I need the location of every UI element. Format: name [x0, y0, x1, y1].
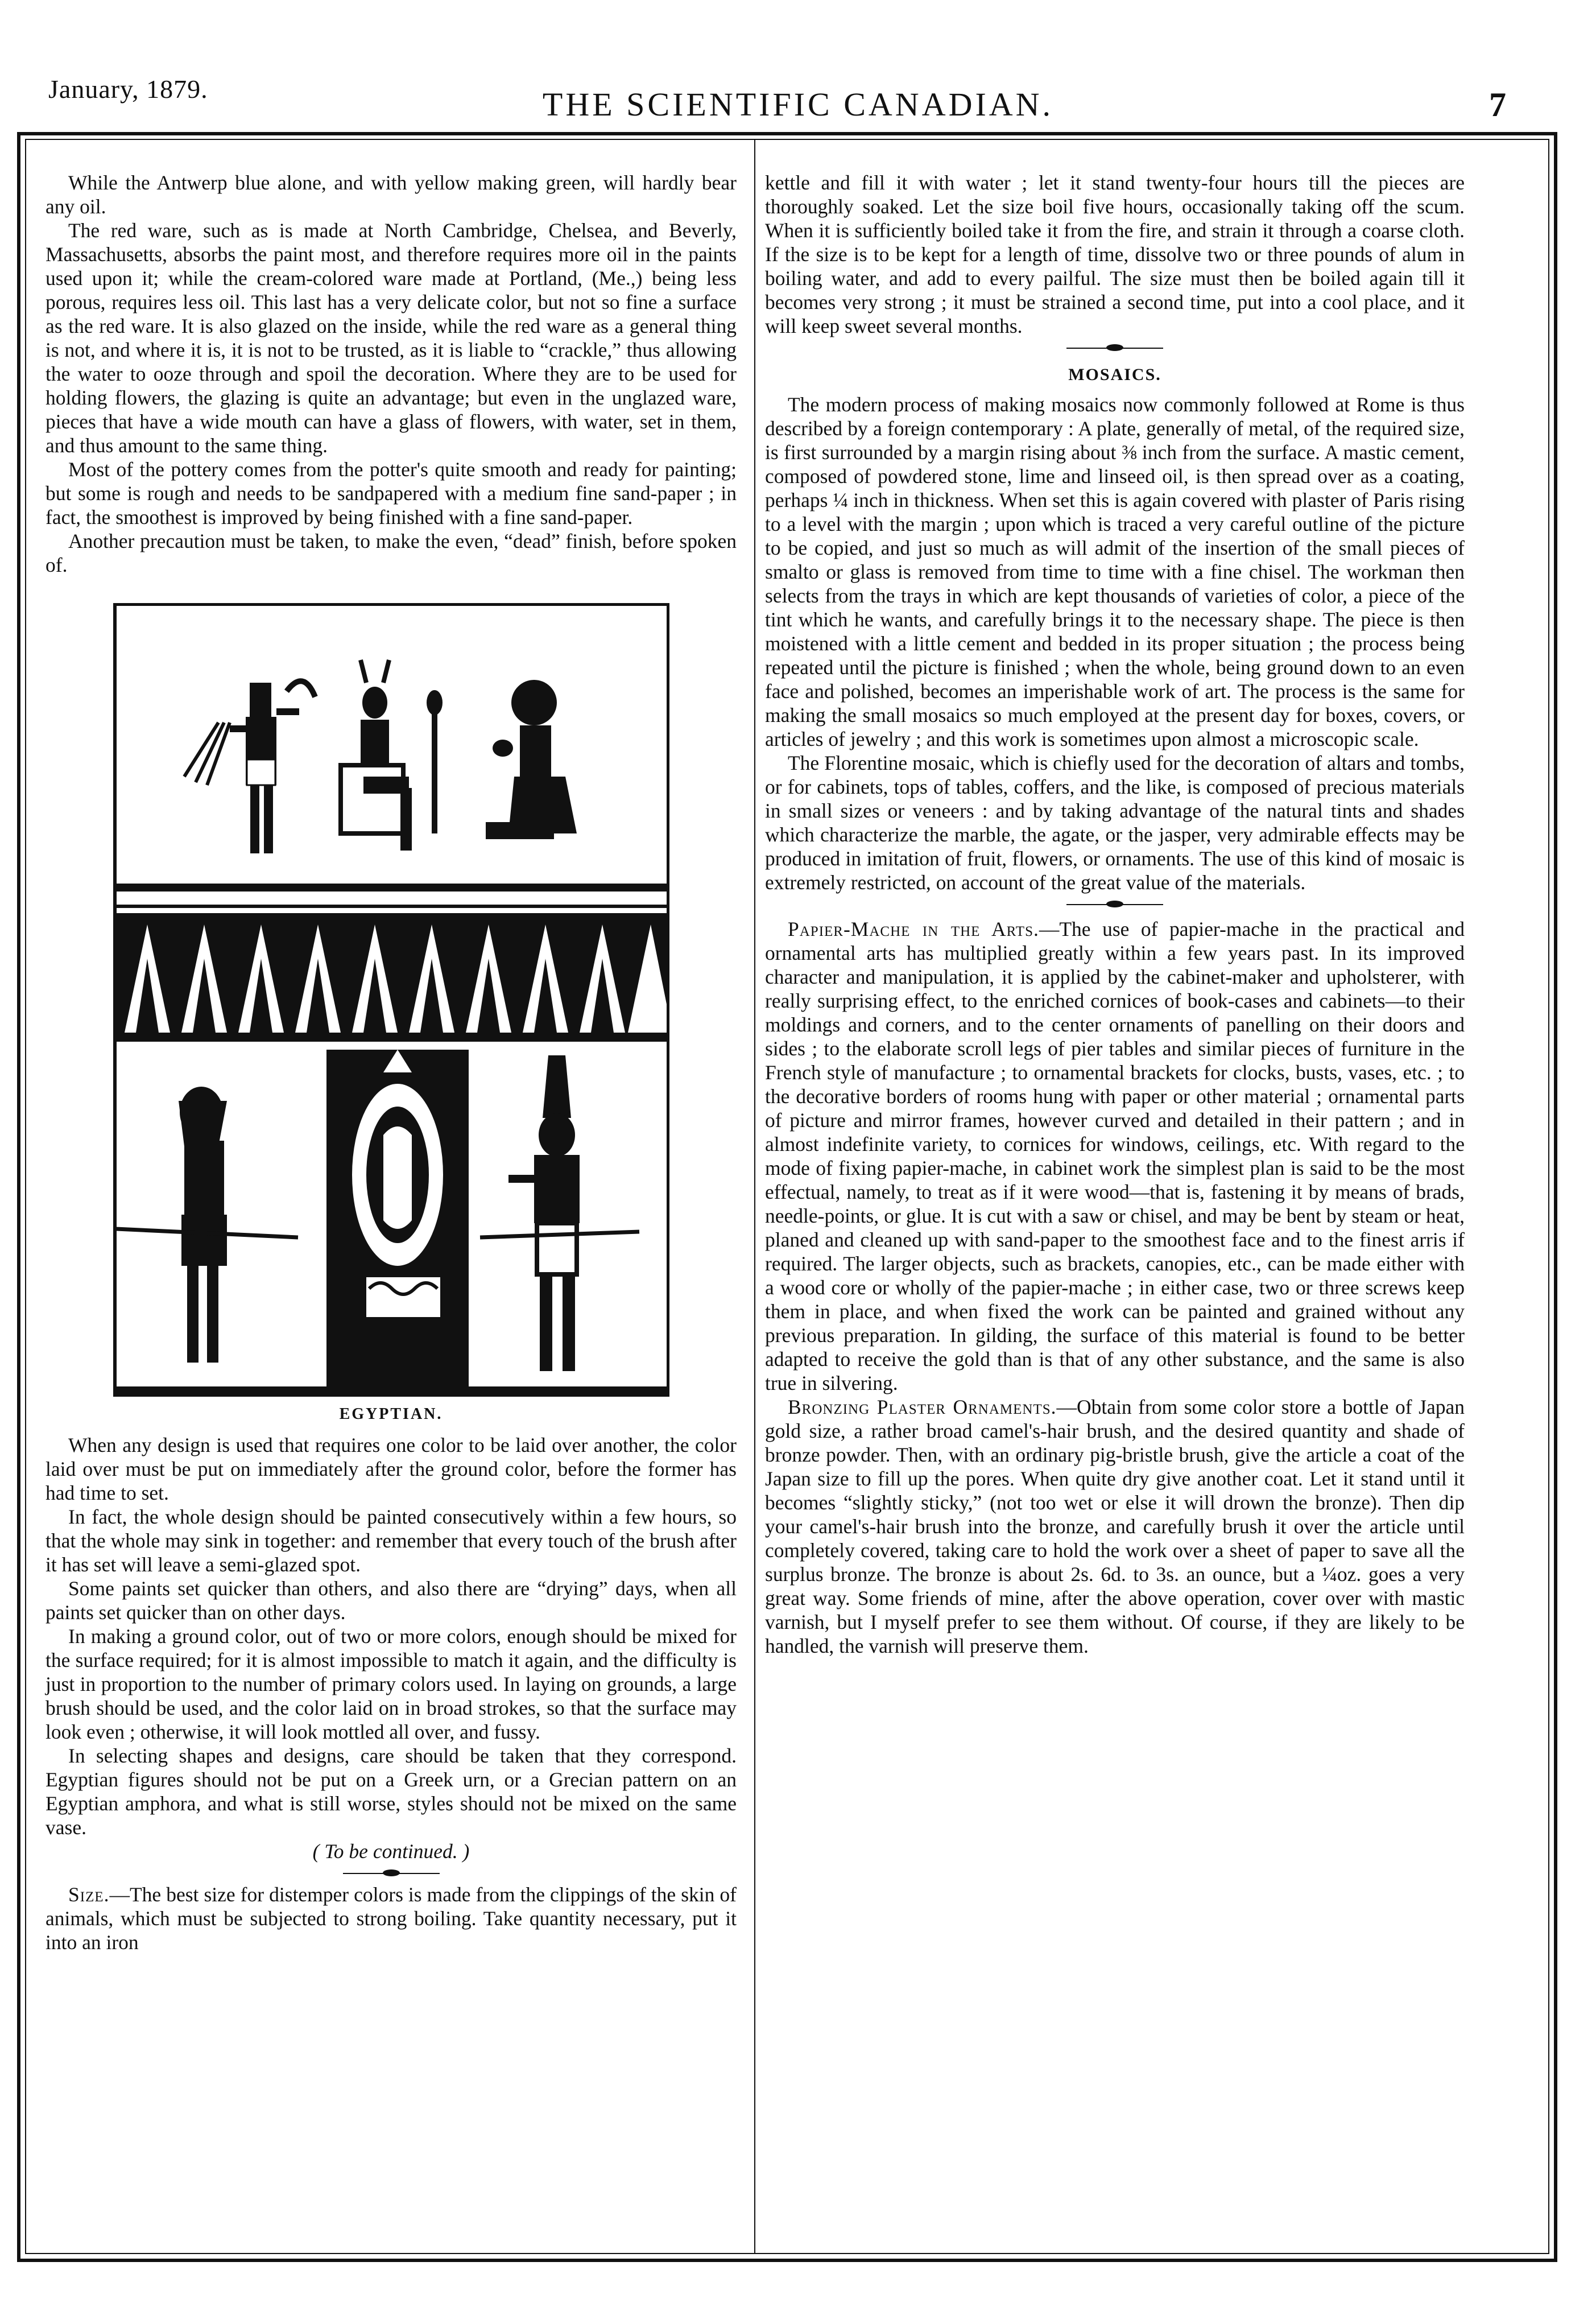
page-number: 7 [1489, 86, 1506, 123]
paragraph: In selecting shapes and designs, care should be taken that they correspond. Egyptian figures should not be put on a Greek urn, or a Grecian pattern on an Egyptian amphora, and what is still worse, styles should not be mixed on the same vase. [46, 1744, 737, 1839]
bronzing-paragraph [765, 1395, 1465, 1658]
paragraph: When any design is used that requires one color to be laid over another, the color laid over must be put on immediately after the ground color, before the former has had time to set. [46, 1434, 737, 1504]
paragraph: In fact, the whole design should be painted consecutively within a few hours, so that the whole may sink in together: and remember that every touch of the brush after it has set will leave a semi-glazed spot. [46, 1505, 737, 1576]
section-separator [343, 1872, 440, 1875]
size-lead: Size. [68, 1883, 110, 1906]
size-paragraph [46, 1883, 737, 1954]
page-header [0, 0, 1596, 131]
paragraph: The red ware, such as is made at North Cambridge, Chelsea, and Beverly, Massachusetts, absorbs the paint most, and therefore requires more oil in the paints used upon it; while the cream-colored ware made at Portland, (Me.,) being less porous, requires less oil. This last has a very delicate color, but not so fine a surface as the red ware. It is also glazed on the inside, while the red ware as a general thing is not, and where it is, it is not to be trusted, as it is liable to “crackle,” thus allowing the water to ooze through and spoil the decoration. Where they are to be used for holding flowers, the glazing is quite an advantage; but even in the unglazed ware, pieces that have a wide mouth can have a glass of flowers, with water, set in them, and thus amount to the same thing. [46, 219, 737, 457]
size-continued-paragraph: kettle and fill it with water ; let it stand twenty-four hours till the pieces are thoroughly soaked. Let the size boil five hours, occasionally taking off the scum. When it is sufficiently boiled take it from the fire, and strain it through a coarse cloth. If the size is to be kept for a length of time, dissolve two or three pounds of alum in boiling water, and add to every pailful. The size must then be boiled again till it becomes very strong ; it must be strained a second time, put into a cool place, and it will keep sweet several months. [765, 171, 1465, 337]
paragraph: Some paints set quicker than others, and also there are “drying” days, when all paints set quicker than on other days. [46, 1577, 737, 1624]
left-column [46, 171, 737, 1954]
paragraph: Another precaution must be taken, to make the even, “dead” finish, before spoken of. [46, 530, 737, 576]
right-column [765, 171, 1465, 1658]
column-divider [754, 140, 755, 2253]
papier-mache-lead: Papier-Mache in the Arts. [788, 918, 1039, 940]
paragraph: Most of the pottery comes from the potter's quite smooth and ready for painting; but some is rough and needs to be sandpapered with a medium fine sand-paper ; in fact, the smoothest is improved by being finished with a fine sand-paper. [46, 458, 737, 529]
papier-mache-text: —The use of papier-mache in the practical and ornamental arts has multiplied greatly within a few years past. In its improved character and manipulation, it is applied by the cabinet-maker and upholsterer, with really surprising effect, to the enriched cornices of book-cases and cabinets—to their moldings and corners, and to the center ornaments of panelling on their doors and sides ; to the elaborate scroll legs of pier tables and similar pieces of furniture in the French style of manufacture ; to ornamental brackets for clocks, busts, vases, etc. ; to the decorative borders of rooms hung with paper or other material ; ornamental parts of picture and mirror frames, however curved and detailed in their pattern ; and in almost indefinite variety, to cornices for windows, ceilings, etc. With regard to the mode of fixing papier-mache, in cabinet work the simplest plan is said to be the most effectual, namely, to treat as if it were wood—that is, fastening it by means of brads, needle-points, or glue. It is cut with a saw or chisel, and may be bent by steam or heat, planed and cleaned up with sand-paper to the smoothest face and to the finest arris if required. The larger objects, such as brackets, canopies, etc., can be made either with a wood core or wholly of the papier-mache ; in either case, two or three screws keep them in place, and when fixed the work can be painted and grained without any previous preparation. In gilding, the surface of this material is found to be better adapted to receive the gold than is that of any other substance, and the same is also true in silvering. [765, 918, 1465, 1394]
paragraph: The Florentine mosaic, which is chiefly used for the decoration of altars and tombs, or for cabinets, tops of tables, coffers, and the like, is composed of precious materials in small sizes or veneers : and by taking advantage of the natural tints and shades which characterize the marble, the agate, or the jasper, very admirable effects may be produced in imitation of fruit, flowers, or ornaments. The use of this kind of mosaic is extremely restricted, on account of the great value of the materials. [765, 752, 1465, 894]
figure-caption: EGYPTIAN. [339, 1405, 443, 1423]
to-be-continued: ( To be continued. ) [312, 1840, 470, 1863]
section-separator [1066, 347, 1163, 349]
issue-date: January, 1879. [48, 75, 208, 104]
journal-title: THE SCIENTIFIC CANADIAN. [542, 86, 1054, 123]
bronzing-text: —Obtain from some color store a bottle of Japan gold size, a rather broad camel's-hair brush, and the desired quantity and shade of bronze powder. Then, with an ordinary pig-bristle brush, give the article a coat of the Japan size to fill up the pores. When quite dry give another coat. Let it stand until it becomes “slightly sticky,” (not too wet or else it will drown the bronze). Then dip your camel's-hair brush into the bronze, and carefully brush it over the article until completely covered, taking care to hold the work over a sheet of paper to save all the surplus bronze. The bronze is about 2s. 6d. to 3s. an ounce, but a ¼oz. goes a very great way. Some friends of mine, after the above operation, cover over with mastic varnish, but I myself prefer to see them without. Of course, if they are likely to be handled, the varnish will preserve them. [765, 1396, 1465, 1657]
paragraph: While the Antwerp blue alone, and with yellow making green, will hardly bear any oil. [46, 171, 737, 218]
mosaics-heading: MOSAICS. [1068, 365, 1161, 384]
paragraph: The modern process of making mosaics now commonly followed at Rome is thus described by a foreign contemporary : A plate, generally of metal, of the required size, is first surrounded by a margin rising about ⅜ inch from the surface. A mastic cement, composed of powdered stone, lime and linseed oil, is then spread over as a coating, perhaps ¼ inch in thickness. When set this is again covered with plaster of Paris rising to a level with the margin ; upon which is traced a very careful outline of the picture to be copied, and just so much as will admit of the insertion of the small pieces of smalto or glass is removed from time to time with a fine chisel. The workman then selects from the trays in which are kept thousands of varieties of color, a piece of the tint which he wants, and carefully brings it to the necessary shape. The piece is then moistened with a little cement and bedded in its proper situation ; the process being repeated until the picture is finished ; when the whole, being ground down to an even face and polished, becomes an imperishable work of art. The process is the same for making the small mosaics so much employed at the present day for boxes, covers, or articles of jewelry ; and this work is sometimes upon almost a microscopic scale. [765, 393, 1465, 750]
egyptian-illustration [113, 603, 669, 1397]
size-text: —The best size for distemper colors is made from the clippings of the skin of animals, which must be subjected to strong boiling. Take quantity necessary, put it into an iron [46, 1883, 737, 1954]
bronzing-lead: Bronzing Plaster Ornaments. [788, 1396, 1057, 1418]
egyptian-figures-image [116, 606, 667, 1394]
section-separator [1066, 903, 1163, 906]
papier-mache-paragraph [765, 917, 1465, 1395]
paragraph: In making a ground color, out of two or more colors, enough should be mixed for the surface required; for it is almost impossible to match it again, and the difficulty is just in proportion to the number of primary colors used. In laying on grounds, a large brush should be used, and the color laid on in broad strokes, so that the surface may look even ; otherwise, it will look mottled all over, and fussy. [46, 1625, 737, 1743]
